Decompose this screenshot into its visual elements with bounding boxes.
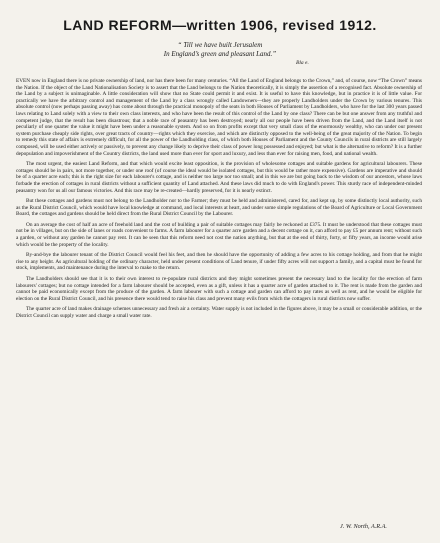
article-body (16, 78, 422, 324)
paragraph: But these cottages and gardens must not belong to the Landholder nor to the Farmer; they must be held and administered, cared for, and kept up, by some distinctly local authority, such as the Rural District Council, which would have local knowledge at command, and local interests at heart, and under some simple regulations of the Board of Agriculture or Local Government Board, the cottages and gardens should be held direct from the Rural District Council by the Labourer. (16, 198, 422, 218)
author-signature: J. W. North, A.R.A. (340, 523, 387, 530)
paragraph: EVEN now in England there is no private ownership of land, nor has there been for many centuries. “All the Land of England belongs to the Crown,” and, of course, now “The Crown” means the Nation. If the object of the Land Nationalisation Society is to assert that the Land belongs to the Nation theoretically, it is simply the assertion of a recognised fact. Absolute ownership of the Land by a subject is unimaginable. A little consideration will show that no State could permit it and exist. It is useful to have this knowledge, but in practice it is of little value. For practically we have the arbitrary control and management of the Land by a class wrongly called Landowners—they are properly Landholders under the Crown by various tenures. This absolute control (now perhaps passing away) has come about through the practical monopoly of the seats in both Houses of Parliament by Landholders, who have for the last 300 years passed laws relating to Land solely with a view to their own class interests, and who have been the result of this control of the Land by one class? There can be but one answer from any truthful and competent judge, that the result has been disastrous; that a noble race of peasantry has been destroyed; nearly all our people have been driven from the Land, and the Land itself is not peculiarly of one quarter the value it might have been under a reasonable system. And so on from profits except that very small class of the enormously wealthy, who can under our present system purchase cheaply side rights, over great tracts of country—rights which they exercise, and which are distinctly opposed to the well-being of the great majority of the Nation. To begin to remedy this state of affairs is extremely difficult, for all the power of the Landholding class, of which both Houses of Parliament and the County Councils in rural districts are still largely composed, will be used either actively or passively, to prevent any change likely to deprive their class of power long possessed and enjoyed; but what is the alternative to reform? It is a further depopulation and impoverishment of the Country districts, the land used more than ever for sport and luxury, and less than ever for raising men, food, and national wealth. (16, 78, 422, 157)
paragraph: The Landholders should see that it is to their own interest to re-populate rural districts and they might sometimes present the necessary land to the locality for the erection of farm labourers' cottages; but no cottage intended for a farm labourer should be accepted, even as a gift, unless it has a quarter acre of garden attached to it. The rent is made from the garden and cannot be paid economically except from the produce of the garden. A farm labourer with such a cottage and garden can afford to pay rates as well as rent, and he would be eligible for election on the Rural District Council, and his presence there would tend to raise his class and prevent many evils from which the cottagers in rural districts now suffer. (16, 276, 422, 302)
epigraph (0, 41, 440, 59)
article-title: LAND REFORM—written 1906, revised 1912. (63, 17, 377, 33)
epigraph-line-2: In England’s green and pleasant Land.” (163, 50, 277, 58)
paragraph: The quarter acre of land makes drainage schemes unnecessary and fresh air a certainty. Water supply is not included in the figures above, it may be a small or considerable addition, or the District Council can supply water and charge a small water rate. (16, 306, 422, 319)
epigraph-line-1: “ Till we have built Jerusalem (177, 41, 263, 49)
paragraph: The most urgent, the easiest Land Reform, and that which would excite least opposition, is the provision of wholesome cottages and suitable gardens for agricultural labourers. These cottages should be in pairs, not more together, or under one roof (of course the ideal would be isolated cottages, but this would be rather more expensive). Gardens are imperative and should be of a quarter acre each; this is the right size for each labourer's cottage, and is neither too large nor too small; and in this we are but going back to the wisdom of our ancestors, whose laws forbade the erection of cottages in rural districts without a sufficient quantity of Land attached. And these laws did much to do with England's power. This sturdy race of independent-minded peasantry won for us all our famous victories. And this race may be re-created—hardly preserved, for it is nearly extinct. (16, 161, 422, 194)
paragraph: On an average the cost of half an acre of freehold land and the cost of building a pair of suitable cottages may fairly be reckoned at £375. It must be understood that these cottages must not be in villages, but on the side of lanes or roads convenient to farms. A farm labourer for a quarter acre garden and a decent cottage on it, can afford to pay £5 per annum rent; without such a garden, or without any garden he cannot pay rent. It can be seen that this reform need not cost the nation anything, but that at the end of thirty, forty, or fifty years, an income would arise which would be the property of the locality. (16, 221, 422, 248)
paragraph: By-and-bye the labourer tenant of the District Council would feel his feet, and then he should have the opportunity of adding a few acres to his cottage holding, and from that he might rise to any height. As agricultural holding of the ordinary character, held under present conditions of Land tenure, if under fifty acres will not support a family, and a capital must be found for stock, implements, and maintenance during the interval to make to the return. (16, 252, 422, 272)
epigraph-attribution: Bla e. (296, 60, 309, 66)
